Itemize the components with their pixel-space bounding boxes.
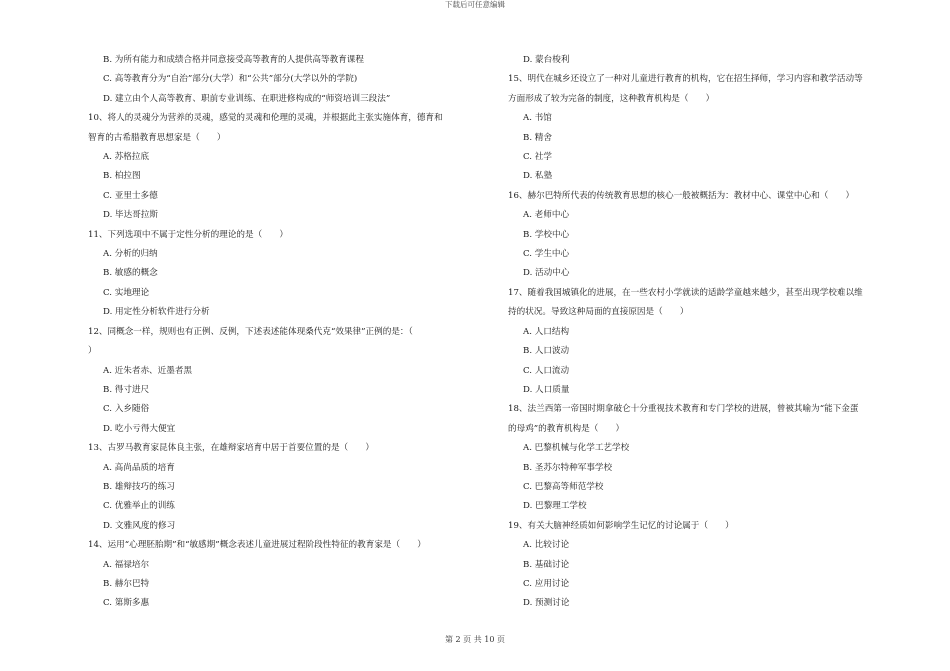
answer-option: B. 为所有能力和成绩合格并同意接受高等教育的人提供高等教育课程 xyxy=(103,55,364,65)
answer-option: D. 预测讨论 xyxy=(523,598,570,609)
left-column xyxy=(83,51,488,614)
answer-option: A. 书馆 xyxy=(523,113,552,124)
answer-option: C. 高等教育分为“自治”部分(大学）和“公共”部分(大学以外的学院) xyxy=(103,74,358,85)
question-text: 10、将人的灵魂分为营养的灵魂，感觉的灵魂和伦理的灵魂，并根据此主张实施体育，德育和 xyxy=(88,113,443,124)
answer-option: A. 福禄培尔 xyxy=(103,559,150,570)
answer-option: B. 人口波动 xyxy=(523,346,570,357)
question-text: 17、随着我国城镇化的进展，在一些农村小学就读的适龄学童越来越少，甚至出现学校难以维 xyxy=(508,287,863,298)
question-text: 18、法兰西第一帝国时期拿破仑十分重视技术教育和专门学校的进展，曾被其喻为“能下金蛋 xyxy=(508,404,859,415)
answer-option: A. 高尚品质的培育 xyxy=(103,462,175,473)
answer-option: B. 敏感的概念 xyxy=(103,268,158,279)
answer-option: B. 基础讨论 xyxy=(523,559,570,570)
answer-option: A. 分析的归纳 xyxy=(103,249,158,260)
answer-option: A. 老师中心 xyxy=(523,210,570,221)
question-text-continued: ） xyxy=(88,346,97,357)
question-text: 11、下列选项中不属于定性分析的理论的是（ ） xyxy=(88,229,288,240)
answer-option: D. 活动中心 xyxy=(523,268,570,279)
answer-option: B. 赫尔巴特 xyxy=(103,578,150,589)
answer-option: B. 雄辩技巧的练习 xyxy=(103,481,175,492)
question-text-continued: 持的状况。导致这种局面的直接原因是（ ） xyxy=(508,307,689,318)
answer-option: A. 苏格拉底 xyxy=(103,152,150,163)
answer-option: B. 精舍 xyxy=(523,132,552,143)
answer-option: D. 巴黎理工学校 xyxy=(523,501,587,512)
answer-option: C. 学生中心 xyxy=(523,249,570,260)
question-text-continued: 方面形成了较为完备的制度，这种教育机构是（ ） xyxy=(508,93,715,104)
page-number: 第 2 页 共 10 页 xyxy=(445,635,505,644)
question-text: 15、明代在城乡还设立了一种对儿童进行教育的机构，它在招生择师，学习内容和教学活动等 xyxy=(508,74,863,85)
answer-option: C. 人口流动 xyxy=(523,365,570,376)
question-text: 19、有关大脑神经质如何影响学生记忆的讨论属于（ ） xyxy=(508,520,734,531)
answer-option: D. 蒙台梭利 xyxy=(523,55,570,65)
answer-option: C. 优雅举止的训练 xyxy=(103,501,175,512)
question-text: 13、古罗马教育家昆体良主张，在雄辩家培育中居于首要位置的是（ ） xyxy=(88,443,374,454)
right-column xyxy=(503,51,916,614)
answer-option: D. 私塾 xyxy=(523,171,553,182)
question-text-continued: 的母鸡”的教育机构是（ ） xyxy=(508,423,625,434)
answer-option: D. 毕达哥拉斯 xyxy=(103,210,159,221)
question-text: 16、赫尔巴特所代表的传统教育思想的核心一般被概括为：教材中心、课堂中心和（ ） xyxy=(508,190,855,201)
answer-option: D. 吃小亏得大便宜 xyxy=(103,423,176,434)
answer-option: A. 人口结构 xyxy=(523,326,570,337)
answer-option: C. 巴黎高等师范学校 xyxy=(523,481,604,492)
answer-option: C. 第斯多惠 xyxy=(103,598,150,609)
answer-option: C. 应用讨论 xyxy=(523,578,570,589)
answer-option: C. 社学 xyxy=(523,152,552,163)
answer-option: A. 近朱者赤、近墨者黑 xyxy=(103,365,193,376)
answer-option: C. 实地理论 xyxy=(103,287,150,298)
question-text: 12、同概念一样，规则也有正例、反例，下述表述能体现桑代克“效果律”正例的是：（ xyxy=(88,326,413,337)
answer-option: D. 文雅风度的修习 xyxy=(103,520,176,531)
page-header: 下载后可任意编辑 xyxy=(445,0,505,9)
answer-option: B. 得寸进尺 xyxy=(103,384,150,395)
answer-option: A. 比较讨论 xyxy=(523,540,570,551)
question-text-continued: 智育的古希腊教育思想家是（ ） xyxy=(88,132,226,143)
answer-option: D. 人口质量 xyxy=(523,384,570,395)
answer-option: D. 建立由个人高等教育、职前专业训练、在职进修构成的“师资培训三段法” xyxy=(103,93,391,104)
question-text: 14、运用“心理胚胎期”和“敏感期”概念表述儿童进展过程阶段性特征的教育家是（ ） xyxy=(88,540,426,551)
answer-option: A. 巴黎机械与化学工艺学校 xyxy=(523,443,630,454)
answer-option: D. 用定性分析软件进行分析 xyxy=(103,307,210,318)
answer-option: B. 圣苏尔特种军事学校 xyxy=(523,462,613,473)
answer-option: C. 入乡随俗 xyxy=(103,404,150,415)
answer-option: B. 柏拉图 xyxy=(103,171,141,182)
answer-option: B. 学校中心 xyxy=(523,229,570,240)
answer-option: C. 亚里士多德 xyxy=(103,190,158,201)
